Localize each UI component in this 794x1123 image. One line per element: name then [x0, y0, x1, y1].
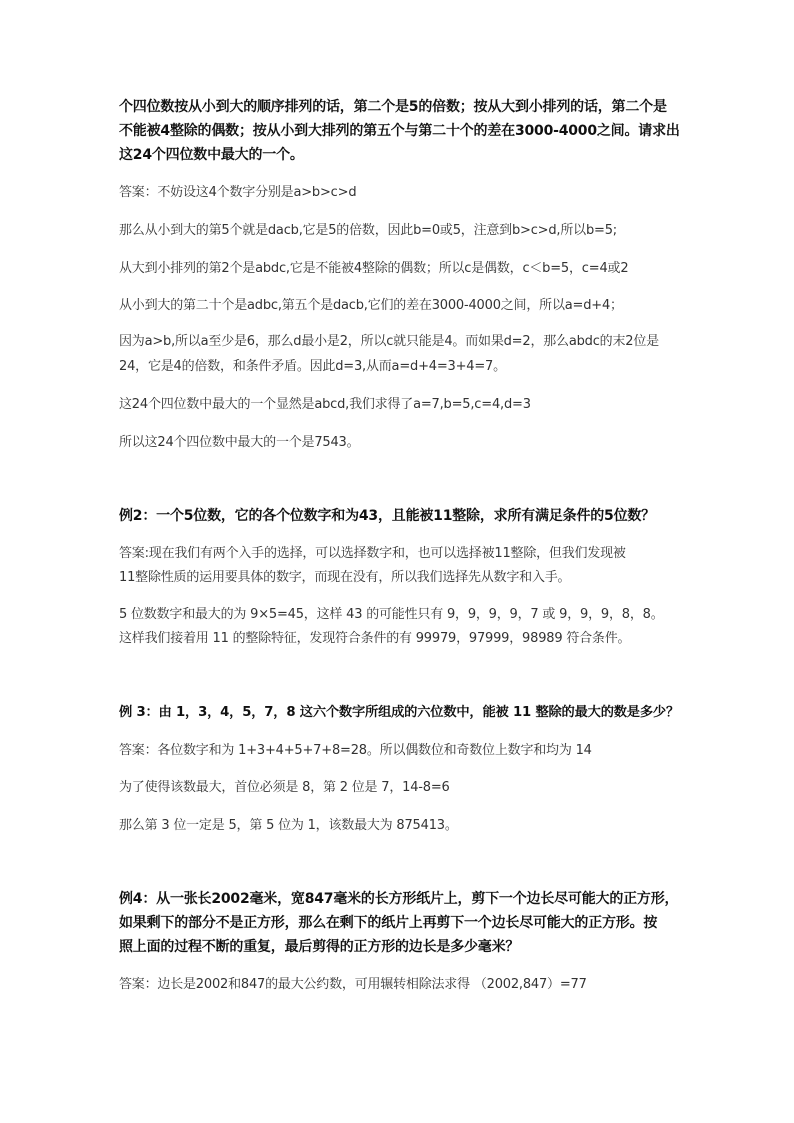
example3-answer-line-2: 为了使得该数最大，首位必须是 8，第 2 位是 7，14-8=6 — [119, 780, 450, 795]
example3-answer-line-1: 答案：各位数字和为 1+3+4+5+7+8=28。所以偶数位和奇数位上数字和均为 14 — [119, 743, 592, 758]
example3-question: 例 3：由 1，3，4，5，7，8 这六个数字所组成的六位数中，能被 11 整除的最大的数是多少？ — [119, 705, 679, 720]
intro-answer-line-5: 因为a>b,所以a至少是6，那么d最小是2，所以c就只能是4。而如果d=2，那么abdc的末2位是 — [119, 334, 659, 349]
example2-answer-line-1: 答案:现在我们有两个入手的选择，可以选择数字和，也可以选择被11整除，但我们发现被 — [119, 546, 626, 561]
example2-answer-line-4: 这样我们接着用 11 的整除特征，发现符合条件的有 99979，97999，98989 符合条件。 — [119, 631, 631, 646]
example2-question: 例2：一个5位数，它的各个位数字和为43，且能被11整除，求所有满足条件的5位数？ — [119, 508, 655, 524]
intro-answer-line-4: 从小到大的第二十个是adbc,第五个是dacb,它们的差在3000-4000之间，所以a=d+4； — [119, 298, 623, 313]
example4-answer-line-1: 答案：边长是2002和847的最大公约数，可用辗转相除法求得 （2002,847）=77 — [119, 977, 587, 992]
example3-answer-line-3: 那么第 3 位一定是 5，第 5 位为 1，该数最大为 875413。 — [119, 818, 458, 833]
intro-answer-line-7: 这24个四位数中最大的一个显然是abcd,我们求得了a=7,b=5,c=4,d=3 — [119, 397, 531, 412]
intro-question-line-2: 不能被4整除的偶数；按从小到大排列的第五个与第二十个的差在3000-4000之间。请求出 — [119, 123, 680, 139]
example4-question-line-2: 如果剩下的部分不是正方形，那么在剩下的纸片上再剪下一个边长尽可能大的正方形。按 — [119, 915, 658, 931]
example4-question-line-1: 例4：从一张长2002毫米，宽847毫米的长方形纸片上，剪下一个边长尽可能大的正方形， — [119, 891, 679, 907]
example2-answer-line-2: 11整除性质的运用要具体的数字，而现在没有，所以我们选择先从数字和入手。 — [119, 570, 571, 585]
intro-answer-line-2: 那么从小到大的第5个就是dacb,它是5的倍数，因此b=0或5，注意到b>c>d,所以b=5; — [119, 223, 617, 238]
intro-answer-line-8: 所以这24个四位数中最大的一个是7543。 — [119, 435, 360, 450]
intro-question-line-1: 个四位数按从小到大的顺序排列的话，第二个是5的倍数；按从大到小排列的话，第二个是 — [119, 99, 667, 115]
intro-answer-line-6: 24，它是4的倍数，和条件矛盾。因此d=3,从而a=d+4=3+4=7。 — [119, 359, 506, 374]
intro-question-line-3: 这24个四位数中最大的一个。 — [119, 147, 304, 163]
example4-question-line-3: 照上面的过程不断的重复，最后剪得的正方形的边长是多少毫米？ — [119, 939, 520, 955]
intro-answer-line-1: 答案：不妨设这4个数字分别是a>b>c>d — [119, 185, 357, 200]
example2-answer-line-3: 5 位数数字和最大的为 9×5=45，这样 43 的可能性只有 9，9，9，9，7 或 9，9，9，8，8。 — [119, 607, 664, 622]
intro-answer-line-3: 从大到小排列的第2个是abdc,它是不能被4整除的偶数；所以c是偶数，c＜b=5，c=4或2 — [119, 261, 629, 276]
